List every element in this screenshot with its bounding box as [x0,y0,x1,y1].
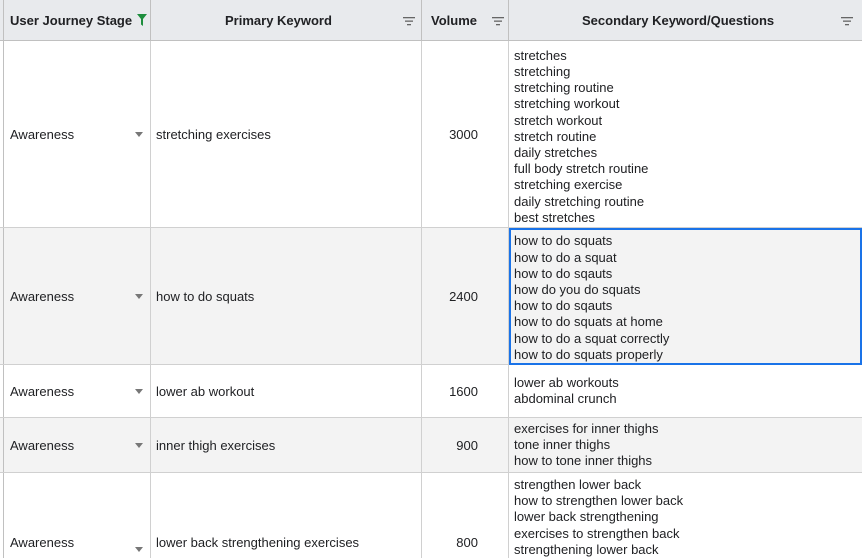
keyword-value: lower ab workout [156,383,255,399]
stage-cell[interactable] [4,473,151,558]
dropdown-arrow-icon[interactable] [135,228,143,364]
keyword-value: how to do squats [156,288,255,304]
header-stage[interactable] [4,0,151,40]
stage-value: Awareness [10,126,75,142]
stage-cell[interactable] [4,365,151,417]
secondary-list [514,473,858,558]
secondary-cell[interactable] [509,228,862,364]
table-row [0,41,862,228]
secondary-item: stretching exercise [514,177,623,193]
secondary-item: how to tone inner thighs [514,453,653,469]
secondary-item: how to do a squat [514,249,617,265]
keyword-value: inner thigh exercises [156,437,276,453]
volume-cell[interactable] [422,365,509,417]
keyword-cell[interactable] [151,418,422,472]
secondary-list [514,228,858,364]
secondary-item: abdominal crunch [514,391,617,406]
header-secondary-label: Secondary Keyword/Questions [582,12,775,28]
header-keyword-label: Primary Keyword [225,12,332,28]
keyword-cell[interactable] [151,41,422,227]
secondary-item: stretching [514,63,571,79]
volume-value: 900 [456,437,478,453]
header-volume-label: Volume [431,12,477,28]
filter-lines-icon[interactable] [492,14,504,29]
header-row [0,0,862,41]
secondary-item: stretch workout [514,112,603,128]
volume-cell[interactable] [422,473,509,558]
secondary-cell[interactable] [509,473,862,558]
stage-value: Awareness [10,437,75,453]
dropdown-arrow-icon[interactable] [135,418,143,472]
stage-cell[interactable] [4,228,151,364]
secondary-item: how to do sqauts [514,298,613,314]
secondary-item: lower ab workouts [514,374,619,390]
table-row [0,418,862,473]
secondary-cell[interactable] [509,41,862,227]
dropdown-arrow-icon[interactable] [135,41,143,227]
secondary-item: daily stretches [514,144,598,160]
secondary-item: lower back strengthening [514,509,659,525]
keyword-cell[interactable] [151,473,422,558]
secondary-item: how to do squats at home [514,314,663,330]
table-row [0,473,862,558]
filter-lines-icon[interactable] [841,14,853,29]
header-keyword[interactable] [151,0,422,40]
stage-cell[interactable] [4,418,151,472]
secondary-item: exercises to strengthen back [514,525,680,541]
dropdown-arrow-icon[interactable] [135,365,143,417]
keyword-cell[interactable] [151,228,422,364]
secondary-item: how to do sqauts [514,265,613,281]
stage-cell[interactable] [4,41,151,227]
stage-value: Awareness [10,383,75,399]
volume-cell[interactable] [422,418,509,472]
stage-value: Awareness [10,288,75,304]
secondary-item: stretch routine [514,128,597,144]
volume-value: 800 [456,535,478,550]
volume-value: 2400 [449,288,478,304]
volume-value: 1600 [449,383,478,399]
header-secondary[interactable] [509,0,862,40]
secondary-item: strengthen lower back [514,477,642,492]
secondary-item: how to do a squat correctly [514,330,670,346]
volume-value: 3000 [449,126,478,142]
table-row [0,228,862,365]
filter-lines-icon[interactable] [403,14,415,29]
keyword-value: stretching exercises [156,126,271,142]
secondary-item: how to do squats properly [514,346,663,362]
secondary-item: strengthening lower back [514,541,659,557]
secondary-item: stretching workout [514,96,620,112]
secondary-item: how to strengthen lower back [514,493,684,509]
secondary-item: best stretches [514,209,595,225]
filter-active-icon[interactable] [137,14,147,29]
secondary-list [514,41,858,227]
keyword-value: lower back strengthening exercises [156,535,360,550]
keyword-cell[interactable] [151,365,422,417]
secondary-item: tone inner thighs [514,436,611,452]
secondary-item: daily stretching routine [514,193,645,209]
header-volume[interactable] [422,0,509,40]
secondary-list [514,418,858,472]
secondary-item: how do you do squats [514,281,641,297]
secondary-item: exercises for inner thighs [514,420,659,436]
secondary-cell[interactable] [509,418,862,472]
header-stage-label: User Journey Stage [10,12,133,28]
table-row [0,365,862,418]
secondary-cell[interactable] [509,365,862,417]
dropdown-arrow-icon[interactable] [135,540,143,555]
secondary-list [514,365,858,417]
volume-cell[interactable] [422,228,509,364]
secondary-item: full body stretch routine [514,161,649,177]
stage-value: Awareness [10,535,75,550]
volume-cell[interactable] [422,41,509,227]
secondary-item: stretches [514,47,567,63]
secondary-item: how to do squats [514,233,613,249]
secondary-item: stretching routine [514,80,614,96]
